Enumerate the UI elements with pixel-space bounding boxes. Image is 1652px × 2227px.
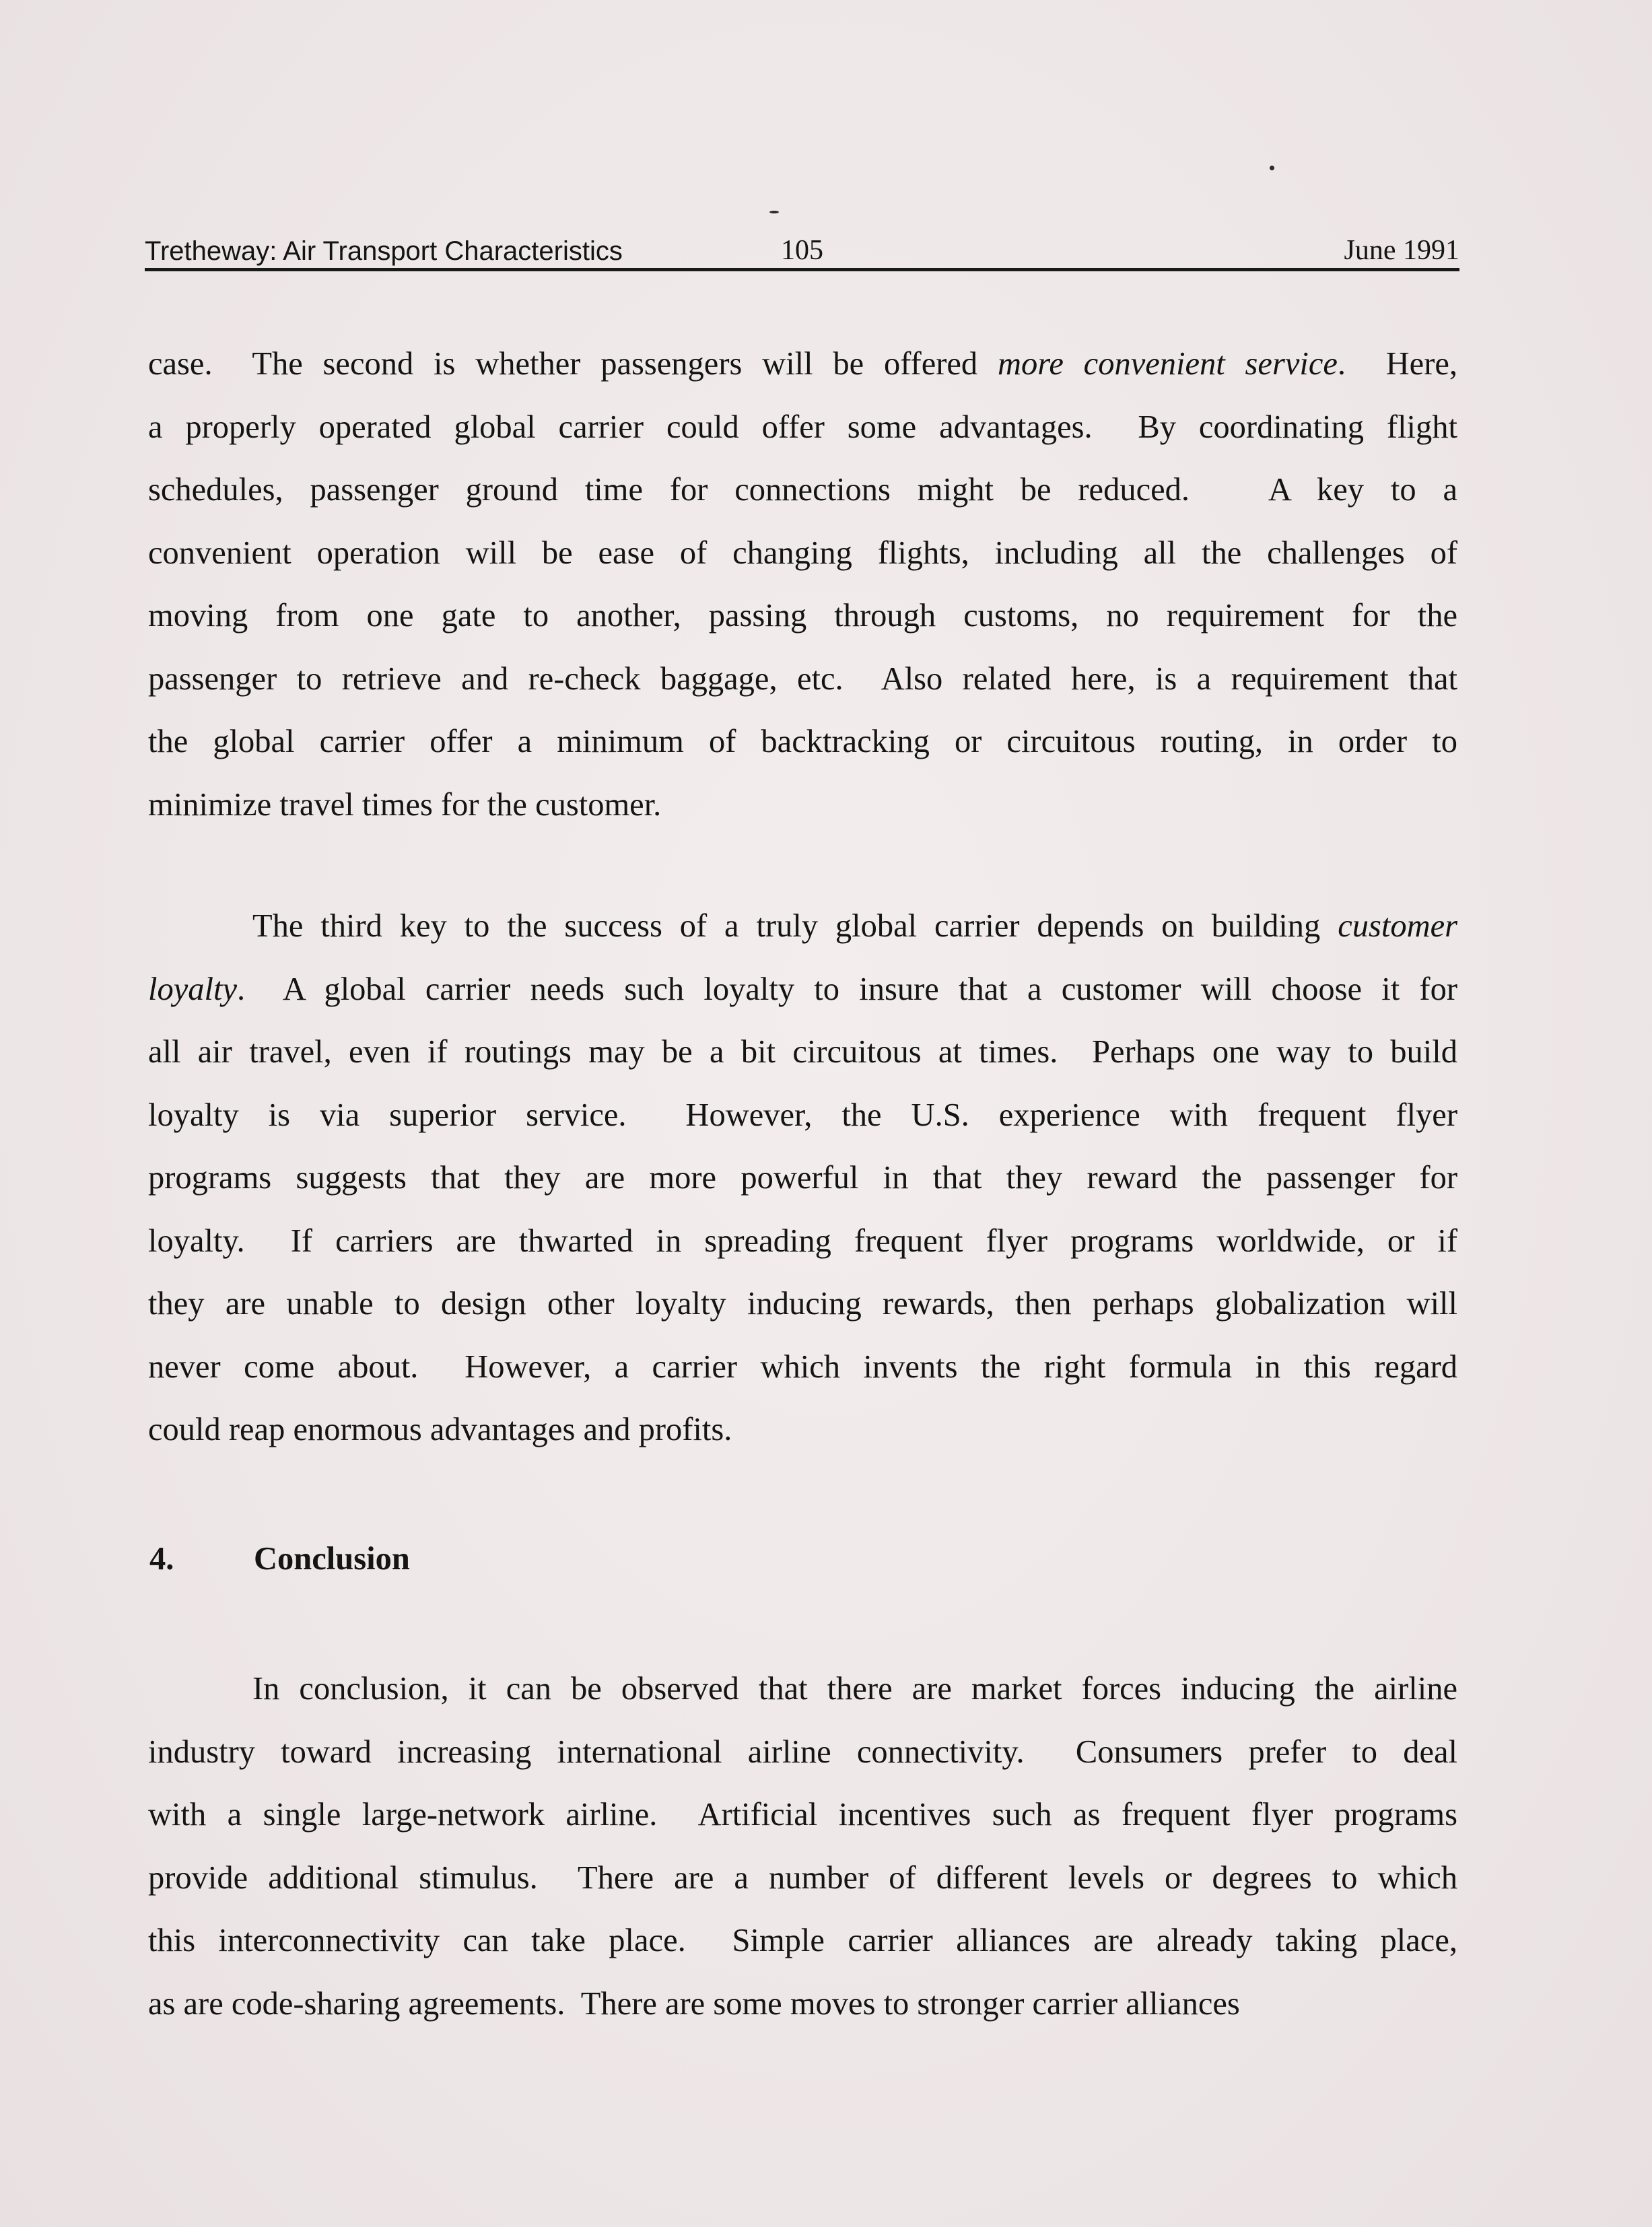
text-line [148, 1783, 1457, 1847]
text-line [148, 895, 1457, 958]
section-title: Conclusion [254, 1541, 410, 1577]
line-text: . Here, [1337, 346, 1458, 382]
line-text: as are code-sharing agreements. There are some moves to stronger carrier alliances [148, 1985, 1240, 2022]
text-line [148, 1021, 1457, 1084]
line-text: loyalty. If carriers are thwarted in spreading frequent flyer programs worldwide, or if [148, 1223, 1457, 1259]
paragraph-convenient-service [148, 333, 1457, 836]
section-number: 4. [149, 1541, 174, 1577]
line-text: all air travel, even if routings may be a bit circuitous at times. Perhaps one way to build [148, 1034, 1457, 1070]
text-line [148, 584, 1457, 648]
text-line [148, 1398, 1457, 1462]
line-text: with a single large-network airline. Artificial incentives such as frequent flyer programs [148, 1797, 1457, 1832]
header-date: June 1991 [1344, 235, 1459, 266]
text-line [148, 648, 1457, 711]
text-line [148, 710, 1457, 774]
line-text: In conclusion, it can be observed that there are market forces inducing the airline [252, 1671, 1457, 1707]
text-line [148, 1909, 1457, 1973]
italic-emphasis: more convenient service [997, 346, 1338, 382]
section-heading [149, 1540, 410, 1577]
scan-speck [1270, 166, 1274, 170]
scan-speck [769, 211, 779, 213]
text-line [148, 1847, 1457, 1910]
text-line [148, 1721, 1457, 1784]
line-text: provide additional stimulus. There are a number of different levels or degrees to which [148, 1859, 1457, 1896]
line-text: moving from one gate to another, passing through customs, no requirement for the [148, 598, 1457, 633]
text-line [148, 396, 1457, 459]
running-header [145, 229, 1459, 271]
line-text: schedules, passenger ground time for connections might be reduced. A key to a [148, 472, 1457, 508]
text-line [148, 333, 1457, 396]
line-text: The third key to the success of a truly global carrier depends on building [252, 908, 1338, 944]
line-text: case. The second is whether passengers will be offered [148, 346, 998, 382]
text-line [148, 522, 1457, 585]
line-text: programs suggests that they are more powerful in that they reward the passenger for [148, 1160, 1457, 1196]
line-text: they are unable to design other loyalty inducing rewards, then perhaps globalization will [148, 1286, 1457, 1322]
line-text: convenient operation will be ease of changing flights, including all the challenges of [148, 535, 1457, 571]
text-line [148, 958, 1457, 1021]
line-text: minimize travel times for the customer. [148, 786, 662, 823]
line-text: never come about. However, a carrier which invents the right formula in this regard [148, 1348, 1457, 1385]
text-line [148, 1084, 1457, 1147]
line-text: . A global carrier needs such loyalty to insure that a customer will choose it for [236, 971, 1457, 1007]
text-line [148, 458, 1457, 522]
text-line [148, 1272, 1457, 1336]
line-text: could reap enormous advantages and profits. [148, 1412, 732, 1447]
line-text: the global carrier offer a minimum of backtracking or circuitous routing, in order to [148, 724, 1457, 759]
text-line [148, 1210, 1457, 1273]
header-page-number: 105 [781, 235, 823, 266]
line-text: a properly operated global carrier could offer some advantages. By coordinating flight [148, 409, 1457, 445]
text-line [148, 774, 1457, 837]
paragraph-customer-loyalty [148, 895, 1457, 1462]
text-line [148, 1336, 1457, 1399]
text-line [148, 1146, 1457, 1210]
line-text: this interconnectivity can take place. Simple carrier alliances are already taking place, [148, 1923, 1457, 1958]
line-text: industry toward increasing international airline connectivity. Consumers prefer to deal [148, 1734, 1457, 1770]
text-line [148, 1657, 1457, 1721]
italic-emphasis: customer [1338, 908, 1457, 944]
paragraph-conclusion [148, 1657, 1457, 2035]
text-line [148, 1973, 1457, 2036]
line-text: passenger to retrieve and re-check baggage, etc. Also related here, is a requirement that [148, 660, 1457, 697]
italic-emphasis: loyalty [148, 971, 237, 1007]
header-title: Tretheway: Air Transport Characteristics [145, 236, 623, 266]
line-text: loyalty is via superior service. However, the U.S. experience with frequent flyer [148, 1097, 1457, 1133]
